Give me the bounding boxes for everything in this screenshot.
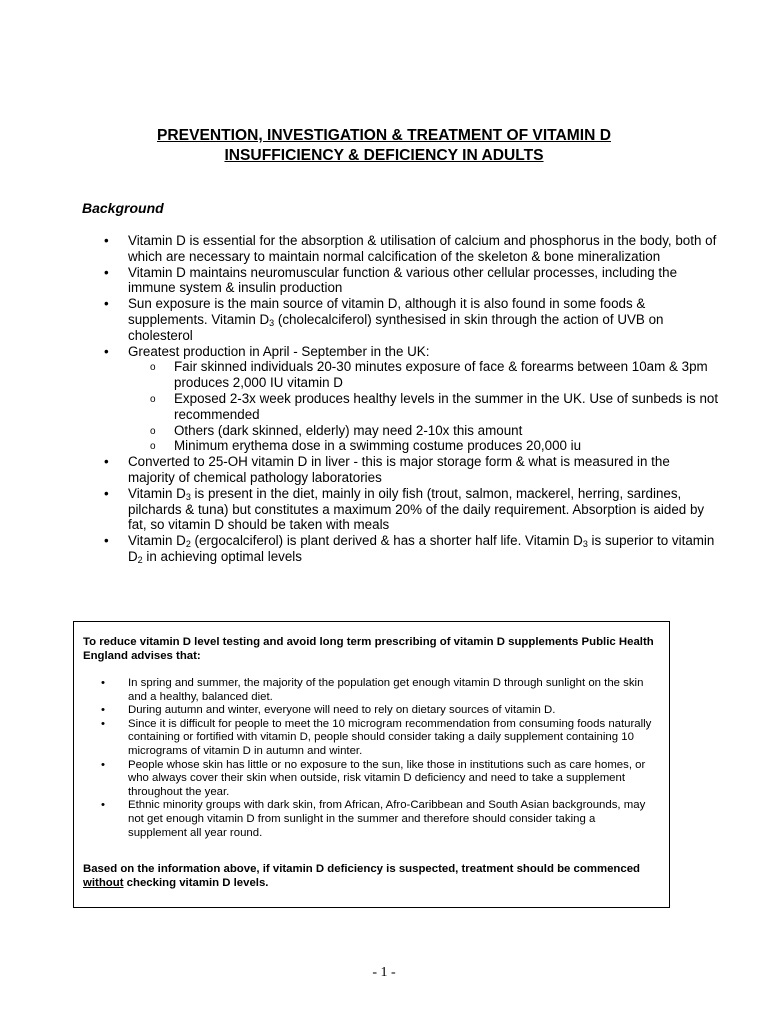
subscript: 3 — [582, 539, 588, 550]
bullet-item: • Vitamin $D_2$ (ergocalciferol) is plant derived & has a shorter half life. Vitamin $D_3$ is superior to vitamin $D_2$ in achieving optimal levels — [100, 533, 720, 565]
sub-bullet-item: o Fair skinned individuals 20-30 minutes exposure of face & forearms between 10am & 3pm produces 2,000 IU vitamin D — [128, 359, 720, 391]
bullet-item: • Vitamin D is essential for the absorption & utilisation of calcium and phosphorus in the body, both of which are necessary to maintain normal calcification of the skeleton & bone mineralization — [100, 233, 720, 265]
section-heading-background: Background — [82, 200, 164, 216]
sub-bullet-list — [128, 359, 720, 454]
bullet-item: • Vitamin D maintains neuromuscular function & various other cellular processes, including the immune system & insulin production — [100, 265, 720, 297]
box-bullet-item: • Since it is difficult for people to meet the 10 microgram recommendation from consuming foods naturally containing or fortified with vitamin D, people should consider taking a daily supplement containing 10 micrograms of vitamin D in autumn and winter. — [97, 718, 657, 759]
background-bullet-list — [100, 233, 720, 565]
sub-bullet-item: o Minimum erythema dose in a swimming costume produces 20,000 iu — [128, 438, 720, 454]
bullet-item: • Greatest production in April - September in the UK: o Fair skinned individuals 20-30 minutes exposure of face & forearms between 10am & 3pm produces 2,000 IU vitamin D o Exposed 2-3x week produces healthy levels in the summer in the UK. Use of sunbeds is not recommended o Others (dark skinned, elderly) may need 2-10x this amount o Minimum erythema dose in a swimming costume produces 20,000 iu — [100, 344, 720, 455]
bullet-item: • Vitamin $D_3$ is present in the diet, mainly in oily fish (trout, salmon, mackerel, herring, sardines, pilchards & tuna) but constitutes a maximum 20% of the daily requirement. Absorption is aided by fat, so vitamin D should be taken with meals — [100, 486, 720, 533]
subscript: 3 — [269, 317, 275, 328]
phe-advice-box — [73, 621, 670, 908]
document-title — [60, 126, 708, 166]
box-closing-statement: Based on the information above, if vitamin D deficiency is suspected, treatment should be commenced without checking vitamin D levels. — [83, 863, 641, 889]
box-bullet-item: • In spring and summer, the majority of the population get enough vitamin D through sunlight on the skin and a healthy, balanced diet. — [97, 677, 657, 704]
box-intro: To reduce vitamin D level testing and avoid long term prescribing of vitamin D supplements Public Health England advises that: — [83, 636, 654, 662]
subscript: 2 — [137, 554, 143, 565]
subscript: 3 — [185, 491, 191, 502]
box-bullet-list — [97, 677, 657, 840]
box-bullet-item: • People whose skin has little or no exposure to the sun, like those in institutions such as care homes, or who always cover their skin when outside, risk vitamin D deficiency and need to take a supplement throughout the year. — [97, 759, 657, 800]
title-line-2: INSUFFICIENCY & DEFICIENCY IN ADULTS — [224, 147, 544, 164]
title-line-1: PREVENTION, INVESTIGATION & TREATMENT OF VITAMIN D — [157, 127, 611, 144]
sub-bullet-item: o Exposed 2-3x week produces healthy levels in the summer in the UK. Use of sunbeds is not recommended — [128, 391, 720, 423]
page-number: - 1 - — [372, 965, 396, 980]
subscript: 2 — [185, 539, 191, 550]
box-bullet-item: • Ethnic minority groups with dark skin, from African, Afro-Caribbean and South Asian backgrounds, may not get enough vitamin D from sunlight in the summer and therefore should consider taking a supplement all year round. — [97, 799, 657, 840]
bullet-item: • Converted to 25-OH vitamin D in liver - this is major storage form & what is measured in the majority of chemical pathology laboratories — [100, 454, 720, 486]
box-bullet-item: • During autumn and winter, everyone will need to rely on dietary sources of vitamin D. — [97, 704, 657, 718]
bullet-item: • Sun exposure is the main source of vitamin D, although it is also found in some foods & supplements. Vitamin $D_3$ (cholecalciferol) synthesised in skin through the action of UVB on cholesterol — [100, 296, 720, 343]
sub-bullet-item: o Others (dark skinned, elderly) may need 2-10x this amount — [128, 423, 720, 439]
underlined-word: without — [83, 876, 124, 889]
